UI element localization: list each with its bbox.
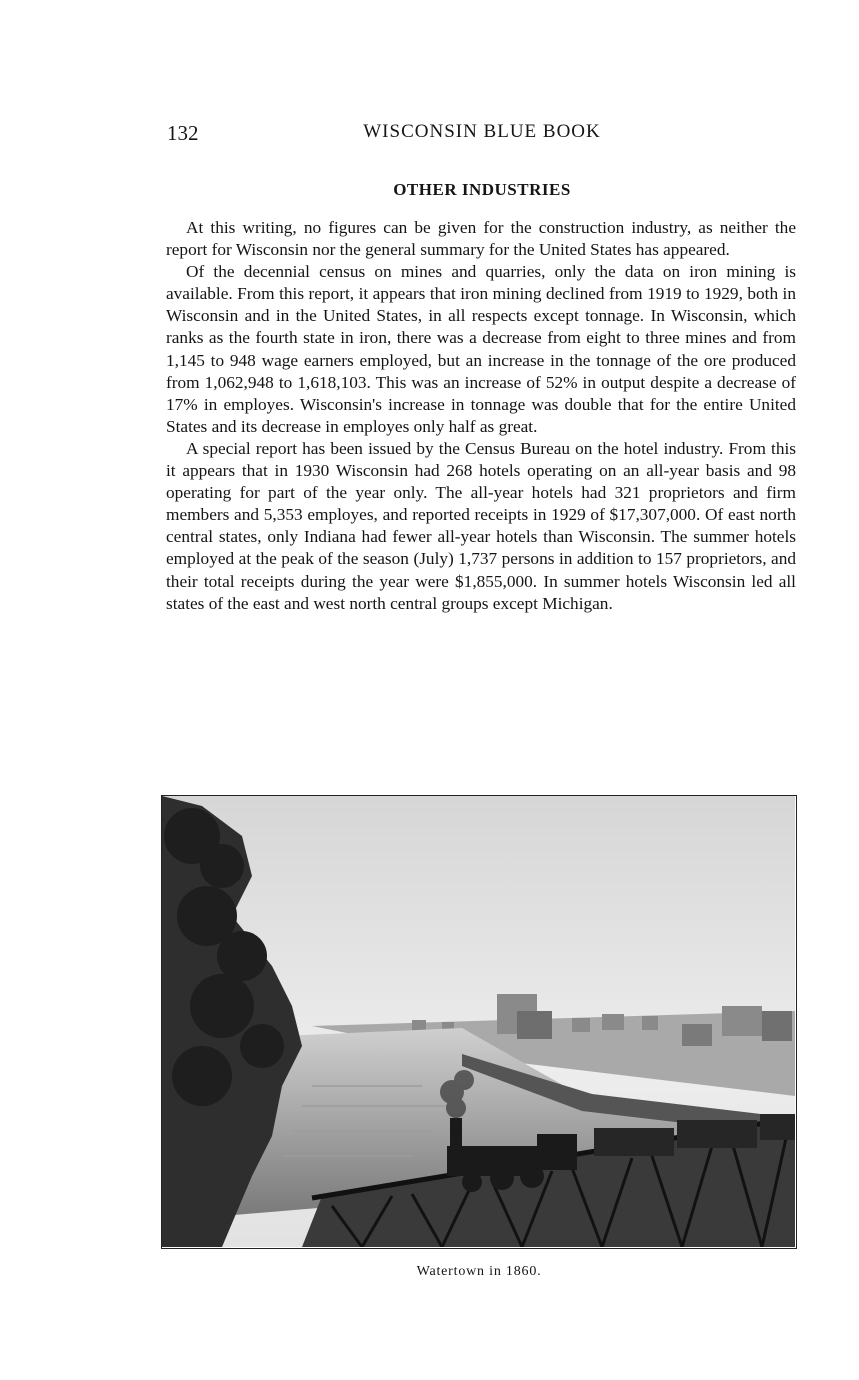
figure-caption: Watertown in 1860. (416, 1264, 542, 1279)
watertown-illustration (161, 795, 797, 1249)
running-title: WISCONSIN BLUE BOOK (363, 121, 601, 142)
body-text (166, 217, 796, 615)
page-number: 132 (167, 121, 199, 145)
paragraph-iron-mining: Of the decennial census on mines and quarries, only the data on iron mining is available. From this report, it appears that iron mining declined from 1919 to 1929, both in Wisconsin and in the United States, in all respects except tonnage. In Wisconsin, which ranks as the fourth state in iron, there was a decrease from eight to three mines and from 1,145 to 948 wage earners employed, but an increase in the tonnage of the ore produced from 1,062,948 to 1,618,103. This was an increase of 52% in output despite a decrease of 17% in employes. Wisconsin's increase in tonnage was double that for the entire United States and its decrease in employes only half as great. (166, 262, 796, 436)
watertown-landscape-picture (162, 796, 795, 1247)
page-header (167, 121, 797, 151)
section-title: OTHER INDUSTRIES (393, 180, 571, 199)
paragraph-hotel-industry: A special report has been issued by the Census Bureau on the hotel industry. From this it appears that in 1930 Wisconsin had 268 hotels operating on an all-year basis and 98 operating for part of the year only. The all-year hotels had 321 proprietors and firm members and 5,353 employes, and reported receipts in 1929 of $17,307,000. Of east north central states, only Indiana had fewer all-year hotels than Wisconsin. The summer hotels employed at the peak of the season (July) 1,737 persons in addition to 157 proprietors, and their total receipts during the year were $1,855,000. In summer hotels Wisconsin led all states of the east and west north central groups except Michigan. (166, 438, 796, 613)
paragraph-construction: At this writing, no figures can be given for the construction industry, as neither the report for Wisconsin nor the general summary for the United States has appeared. (166, 218, 796, 260)
